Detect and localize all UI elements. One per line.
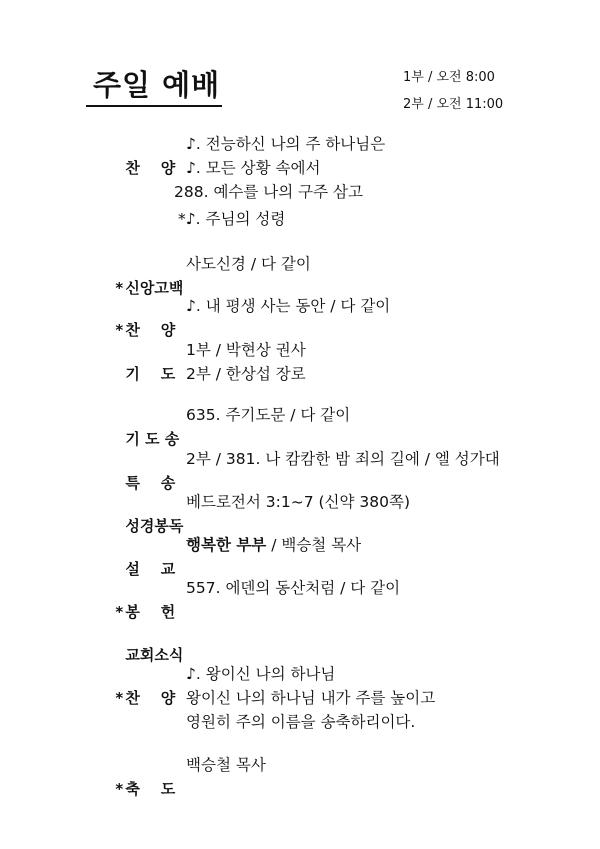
order-content: 사도신경 / 다 같이 — [186, 255, 311, 273]
hymn-line: *♪. 주님의 성령 — [178, 210, 286, 228]
preacher: / 백승철 목사 — [266, 536, 362, 554]
order-label: * 봉 헌 — [84, 576, 174, 648]
stand-marker: * — [115, 603, 124, 621]
service-time-2: 2부 / 오전 11:00 — [403, 97, 504, 112]
service-times — [403, 64, 503, 118]
order-label: * 찬 양 — [84, 294, 174, 366]
service-time-1: 1부 / 오전 8:00 — [403, 70, 495, 85]
order-content: ♪. 내 평생 사는 동안 / 다 같이 — [186, 297, 391, 315]
stand-marker: * — [115, 321, 124, 339]
sermon-title: 행복한 부부 — [186, 536, 267, 554]
order-label: 설 교 — [125, 560, 176, 578]
order-content — [186, 533, 586, 557]
order-label: 찬 양 — [125, 159, 176, 177]
order-label: 교회소식 — [125, 646, 184, 664]
order-label: 성경봉독 — [125, 517, 184, 535]
stand-marker: * — [115, 780, 124, 798]
order-content: 557. 에덴의 동산처럼 / 다 같이 — [186, 579, 401, 597]
order-content: ♪. 왕이신 나의 하나님 왕이신 나의 하나님 내가 주를 높이고 영원히 주의 이름을 송축하리이다. — [186, 665, 436, 731]
order-content — [174, 132, 586, 234]
order-content: 2부 / 381. 나 캄캄한 밤 죄의 길에 / 엘 성가대 — [186, 450, 500, 468]
order-content: 베드로전서 3:1~7 (신약 380쪽) — [186, 493, 411, 511]
order-label: 기 도 — [125, 365, 176, 383]
order-label: * 찬 양 — [84, 662, 174, 734]
order-label: 기 도 송 — [125, 430, 180, 448]
order-label: 특 송 — [125, 474, 176, 492]
order-content: 백승철 목사 — [186, 756, 266, 774]
order-content: 635. 주기도문 / 다 같이 — [186, 406, 351, 424]
page-title: 주일 예배 — [93, 68, 221, 102]
stand-marker: * — [115, 689, 124, 707]
title-underline — [86, 105, 222, 107]
stand-marker: * — [115, 279, 124, 297]
hymn-line: 288. 예수를 나의 구주 삼고 — [174, 183, 363, 201]
hymn-line: ♪. 모든 상황 속에서 — [186, 159, 321, 177]
hymn-line: ♪. 전능하신 나의 주 하나님은 — [186, 135, 386, 153]
order-label: * 신앙고백 — [84, 252, 174, 324]
order-content: 1부 / 박현상 권사 2부 / 한상섭 장로 — [186, 341, 306, 383]
order-label: * 축 도 — [84, 753, 174, 825]
